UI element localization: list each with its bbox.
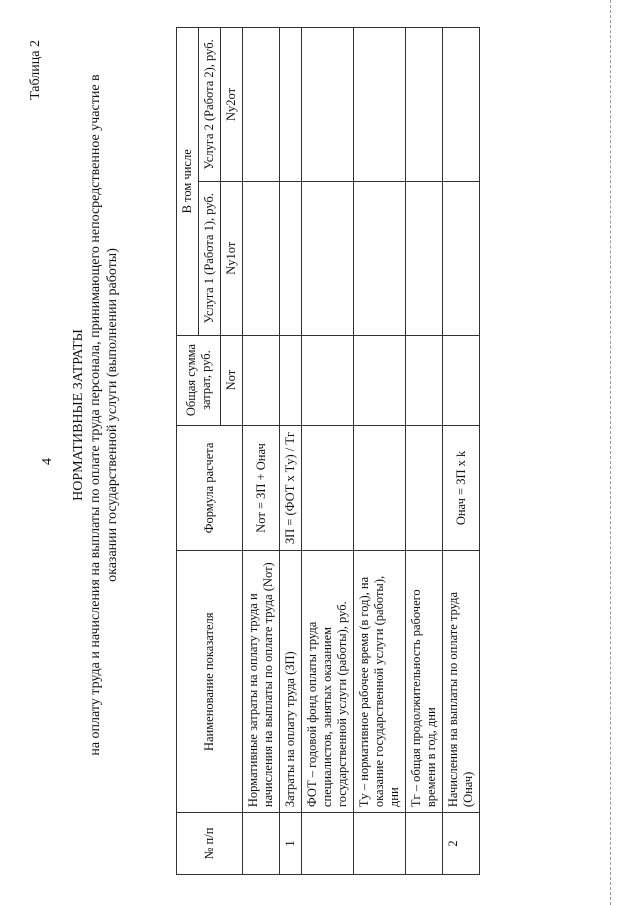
row-name: Нормативные затраты на оплату труда и начисления на выплаты по оплате труда (Nот) (243, 551, 280, 813)
page-number: 4 (40, 458, 55, 465)
row-formula (354, 425, 406, 551)
row-num (406, 813, 443, 875)
table-header-row (177, 28, 199, 875)
title-line-2: оказании государственной услуги (выполнении работы) (105, 248, 120, 582)
row-svc1 (280, 181, 302, 335)
row-formula: Nот = ЗП + Oнач (243, 425, 280, 551)
row-svc2 (243, 28, 280, 182)
sub-total: Nот (221, 335, 243, 425)
row-formula (302, 425, 354, 551)
row-num (354, 813, 406, 875)
row-total (243, 335, 280, 425)
row-svc1 (354, 181, 406, 335)
table-row (443, 28, 480, 875)
title-line-1: на оплату труда и начисления на выплаты по оплате труда персонала, принимающего непосредственное участие в (88, 74, 103, 756)
row-formula: Oнач = ЗП x k (443, 425, 480, 551)
table-row (302, 28, 354, 875)
row-svc1 (243, 181, 280, 335)
header-num: № п/п (177, 813, 243, 875)
row-svc2 (443, 28, 480, 182)
row-num (302, 813, 354, 875)
row-svc2 (354, 28, 406, 182)
row-name: Tг – общая продолжительность рабочего времени в год, дни (406, 551, 443, 813)
norm-costs-table (176, 27, 480, 875)
row-name: ФОТ – годовой фонд оплаты труда специалистов, занятых оказанием государственной услуги (работы), руб. (302, 551, 354, 813)
row-svc2 (406, 28, 443, 182)
row-name: Tу – нормативное рабочее время (в год), на оказание государственной услуги (работы), дни (354, 551, 406, 813)
row-total (302, 335, 354, 425)
table-caption: Таблица 2 (28, 40, 43, 100)
row-svc1 (443, 181, 480, 335)
row-total (280, 335, 302, 425)
header-svc1: Услуга 1 (Работа 1), руб. (199, 181, 221, 335)
row-svc2 (280, 28, 302, 182)
header-formula: Формула расчета (177, 425, 243, 551)
title-block (70, 0, 121, 835)
row-svc2 (302, 28, 354, 182)
row-svc1 (302, 181, 354, 335)
row-num: 2 (443, 813, 480, 875)
row-total (443, 335, 480, 425)
table-row (354, 28, 406, 875)
sub-svc1: Nу1от (221, 181, 243, 335)
row-total (354, 335, 406, 425)
row-formula (406, 425, 443, 551)
header-total: Общая сумма затрат, руб. (177, 335, 221, 425)
row-name: Начисления на выплаты по оплате труда (Oнач) (443, 551, 480, 813)
table-row (406, 28, 443, 875)
page-bottom-line (610, 0, 612, 905)
header-incl: В том числе (177, 28, 199, 336)
row-num (243, 813, 280, 875)
row-formula: ЗП = (ФОТ x Tу) / Tг (280, 425, 302, 551)
table-row (280, 28, 302, 875)
header-name: Наименование показателя (177, 551, 243, 813)
document-title: НОРМАТИВНЫЕ ЗАТРАТЫ (71, 329, 86, 501)
row-svc1 (406, 181, 443, 335)
row-num: 1 (280, 813, 302, 875)
row-total (406, 335, 443, 425)
row-name: Затраты на оплату труда (ЗП) (280, 551, 302, 813)
sub-svc2: Nу2от (221, 28, 243, 182)
header-svc2: Услуга 2 (Работа 2), руб. (199, 28, 221, 182)
table-row (243, 28, 280, 875)
